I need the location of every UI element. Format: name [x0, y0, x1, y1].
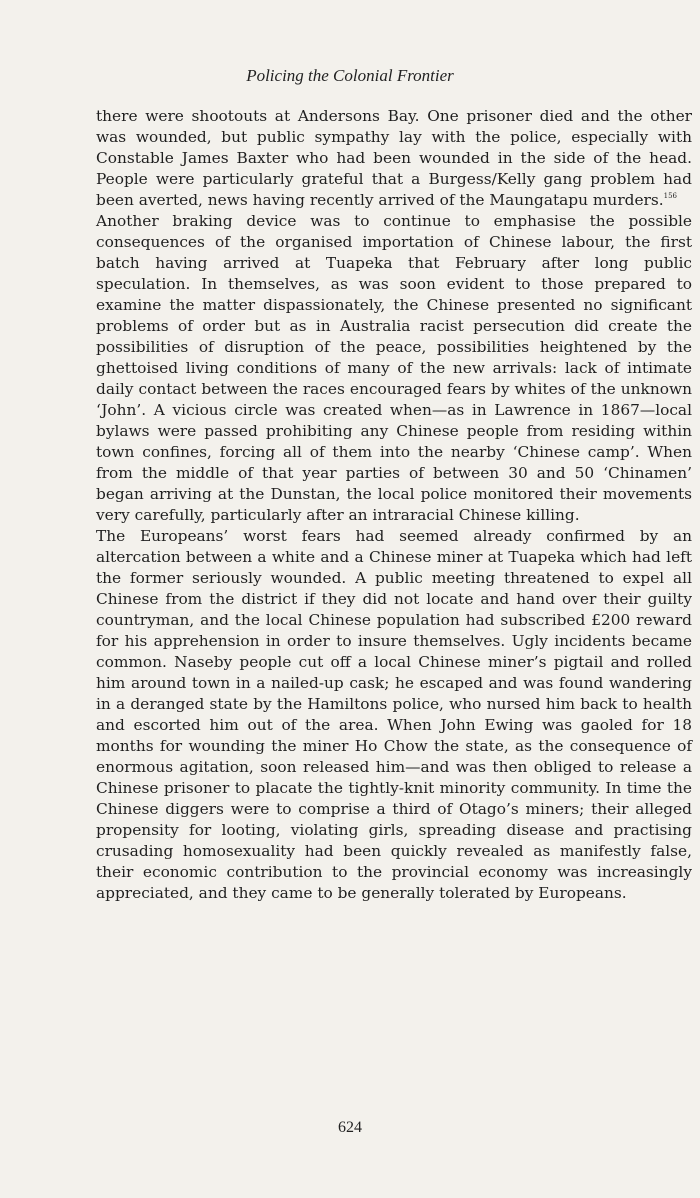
paragraph-2-text: Another braking device was to continue to emphasise the possible consequences of the organised importation of Chinese labour, the first batch having arrived at Tuapeka that February after long public speculation. In themselves, as was soon evident to those prepared to examine the matter dispassionately, the Chinese presented no significant problems of order but as in Australia racist persecution did create the possibilities of disruption of the peace, possibilities heightened by the ghettoised living conditions of many of the new arrivals: lack of intimate daily contact between the races encouraged fears by whites of the unknown ‘John’. A vicious circle was created when—as in Lawrence in 1867—local bylaws were passed prohibiting any Chinese people from residing within town confines, forcing all of them into the nearby ‘Chinese camp’. When from the middle of that year parties of between 30 and 50 ‘Chinamen’ began arriving at the Dunstan, the local police monitored their movements very carefully, particularly after an intraracial Chinese killing.	[96, 212, 692, 524]
paragraph-1-text: there were shootouts at Andersons Bay. One prisoner died and the other was wounded, but public sympathy lay with the police, especially with Constable James Baxter who had been wounded in the side of the head. People were particularly grateful that a Burgess/Kelly gang problem had been averted, news having recently arrived of the Maungatapu murders.	[96, 107, 692, 209]
body-text	[96, 106, 692, 904]
paragraph-3	[96, 526, 692, 904]
paragraph-2	[96, 211, 692, 526]
running-head: Policing the Colonial Frontier	[246, 66, 454, 85]
paragraph-1	[96, 106, 692, 211]
page-number: 624	[338, 1119, 362, 1136]
paragraph-3-text: The Europeans’ worst fears had seemed already confirmed by an altercation between a white and a Chinese miner at Tuapeka which had left the former seriously wounded. A public meeting threatened to expel all Chinese from the district if they did not locate and hand over their guilty countryman, and the local Chinese population had subscribed £200 reward for his apprehension in order to insure themselves. Ugly incidents became common. Naseby people cut off a local Chinese miner’s pigtail and rolled him around town in a nailed-up cask; he escaped and was found wandering in a deranged state by the Hamiltons police, who nursed him back to health and escorted him out of the area. When John Ewing was gaoled for 18 months for wounding the miner Ho Chow the state, as the consequence of enormous agitation, soon released him—and was then obliged to release a Chinese prisoner to placate the tightly-knit minority community. In time the Chinese diggers were to comprise a third of Otago’s miners; their alleged propensity for looting, violating girls, spreading disease and practising crusading homosexuality had been quickly revealed as manifestly false, their economic contribution to the provincial economy was increasingly appreciated, and they came to be generally tolerated by Europeans.	[96, 527, 692, 902]
footnote-marker: 156	[663, 192, 678, 200]
